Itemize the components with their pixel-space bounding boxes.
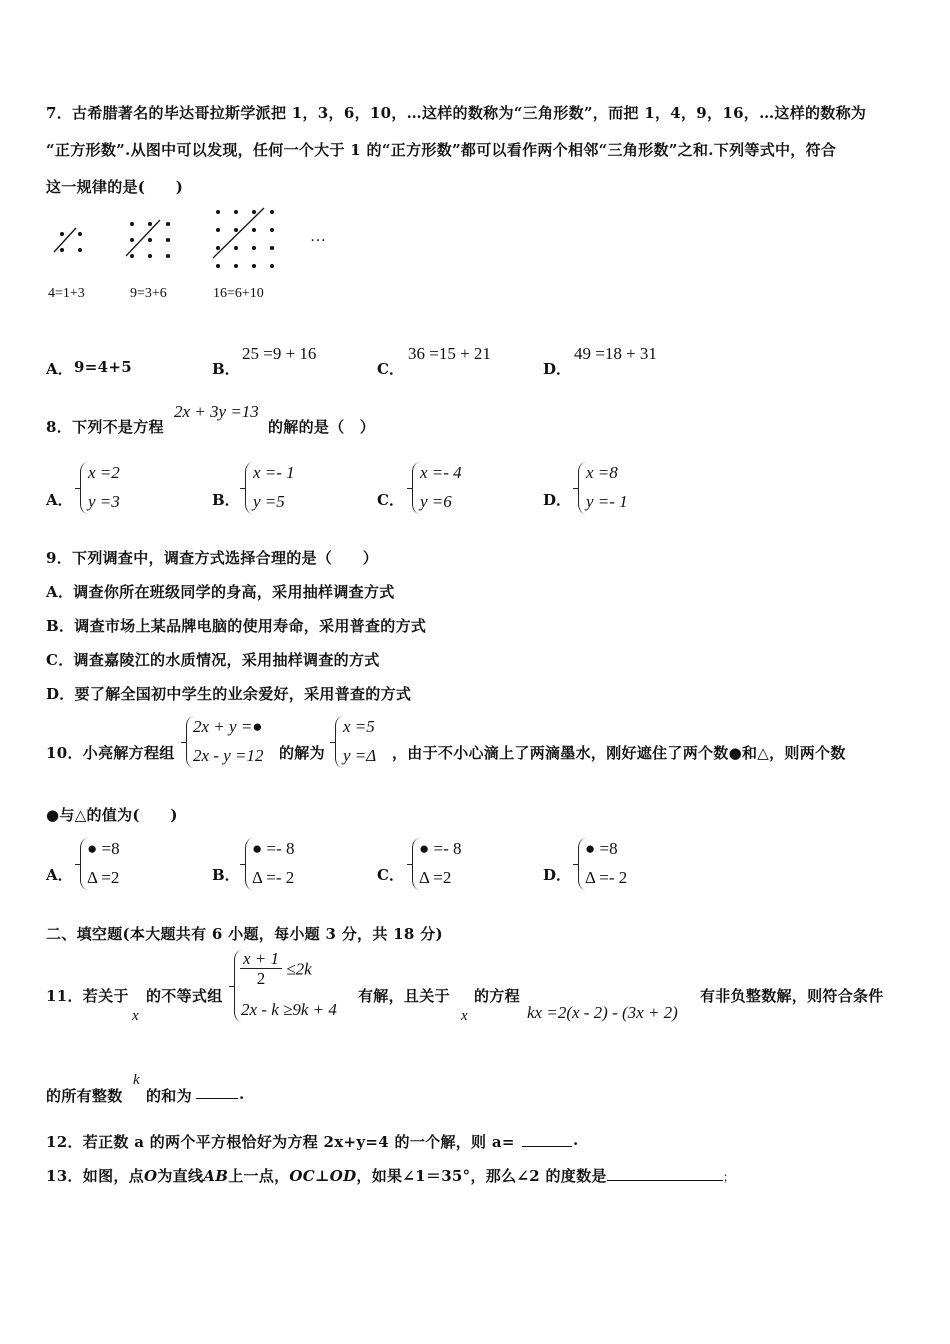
q13-part-a: 13．如图，点 [46,1167,144,1185]
q11-equation: kx =2(x - 2) - (3x + 2) [527,1003,678,1022]
q13-part-b: 为直线 [157,1167,204,1185]
q10-option-a-label[interactable]: A． [46,866,73,884]
q11-text-1: 11．若关于 [46,987,129,1005]
q10-option-b-line1: ● =- 8 [252,839,295,858]
q11-ineq1-tail: ≤2k [286,959,312,979]
q11-var-x-1: x [132,1008,139,1024]
q10-option-d-line2: Δ =- 2 [585,868,628,887]
q10-option-c-line1: ● =- 8 [419,839,462,858]
q10-option-b-line2: Δ =- 2 [252,868,295,887]
q13-part-d: ，如果∠1＝35°，那么∠2 的度数是 [356,1167,607,1185]
q11-frac-den: 2 [256,969,266,988]
q8-equation: 2x + 3y =13 [174,402,259,421]
q11-answer-blank[interactable] [196,1098,238,1099]
q11-var-k: k [133,1072,140,1088]
q10-system-line2: 2x - y =12 [193,746,264,765]
q10-stem-line2: ●与△的值为( ) [46,806,178,824]
q11-line2-b: 的和为 [146,1087,192,1105]
divider-line-16 [213,208,264,258]
q7-option-c-eq: 36 =15 + 21 [408,344,491,363]
q9-option-a[interactable]: A．调查你所在班级同学的身高，采用抽样调查方式 [46,583,395,601]
q10-option-d-label[interactable]: D． [543,866,572,884]
q10-stem-mid: 的解为 [279,744,325,762]
q10-solution-line1: x =5 [343,717,375,736]
q12-stem: 12．若正数 a 的两个平方根恰好为方程 2x+y=4 的一个解，则 a= [46,1133,515,1151]
q9-option-c[interactable]: C．调查嘉陵江的水质情况，采用抽样调查的方式 [46,651,380,669]
q10-option-b-label[interactable]: B． [212,866,240,884]
q7-stem-line3: 这一规律的是( ) [46,178,184,196]
q10-option-a-line2: Δ =2 [87,868,120,887]
q13-end: ； [722,1170,736,1184]
q10-solution-line2: y =Δ [343,746,377,765]
q10-option-c-line2: Δ =2 [419,868,452,887]
q8-option-b-line2: y =5 [253,492,285,511]
q13-line-ab: AB [203,1167,229,1185]
dots-9 [130,222,170,258]
q7-ellipsis: … [310,228,326,245]
q13-perp-symbol: ⊥ [315,1167,330,1185]
q9-stem: 9．下列调查中，调查方式选择合理的是（ ） [46,549,379,567]
q9-option-d[interactable]: D．要了解全国初中学生的业余爱好，采用普查的方式 [46,685,412,703]
q11-line2-end: . [239,1085,245,1103]
q8-option-c-label[interactable]: C． [377,491,404,509]
q10-stem-prefix: 10．小亮解方程组 [46,744,175,762]
q8-option-c-line2: y =6 [420,492,452,511]
q10-system-line1: 2x + y =● [193,717,263,736]
q10-option-c-label[interactable]: C． [377,866,404,884]
q7-option-d-label[interactable]: D． [543,360,572,378]
q8-stem-prefix: 8．下列不是方程 [46,418,164,436]
q13-ray-od: OD [329,1167,357,1185]
q7-option-a-label[interactable]: A． [46,360,73,378]
q13-part-c: 上一点， [228,1167,290,1185]
q11-text-4: 的方程 [474,987,520,1005]
q7-caption-3: 16=6+10 [213,286,264,301]
q8-option-d-label[interactable]: D． [543,491,572,509]
q7-caption-1: 4=1+3 [48,286,85,301]
q11-line2-a: 的所有整数 [46,1087,123,1105]
q12-answer-blank[interactable] [522,1146,572,1147]
q11-frac-num: x + 1 [240,950,282,969]
q7-option-b-eq: 25 =9 + 16 [242,344,317,363]
q8-option-a-label[interactable]: A． [46,491,73,509]
q10-stem-suffix: ，由于不小心滴上了两滴墨水，刚好遮住了两个数●和△，则两个数 [392,744,846,762]
q8-option-b-label[interactable]: B． [212,491,240,509]
q8-option-c-line1: x =- 4 [420,463,462,482]
dots-16 [216,210,274,268]
q13-ray-oc: OC [289,1167,315,1185]
q7-option-c-label[interactable]: C． [377,360,404,378]
q10-option-d-line1: ● =8 [585,839,618,858]
q11-text-5: 有非负整数解，则符合条件 [700,987,884,1005]
q11-text-2: 的不等式组 [146,987,223,1005]
q7-caption-2: 9=3+6 [130,286,167,301]
q10-option-a-line1: ● =8 [87,839,120,858]
q8-stem-suffix: 的解的是（ ） [268,418,376,436]
q13-answer-blank[interactable] [607,1180,723,1181]
q8-option-d-line2: y =- 1 [586,492,628,511]
q7-stem-line1: 7．古希腊著名的毕达哥拉斯学派把 1，3，6，10，…这样的数称为“三角形数”，而把 1，4，9，16，…这样的数称为 [46,104,867,122]
q7-option-a-text: 9=4+5 [74,358,132,376]
section-heading-fill-in: 二、填空题(本大题共有 6 小题，每小题 3 分，共 18 分) [46,925,443,943]
q11-ineq2: 2x - k ≥9k + 4 [241,1000,337,1019]
q11-text-3: 有解，且关于 [358,987,450,1005]
q7-dot-figure [40,200,340,280]
q11-ineq1 [240,950,312,989]
q8-option-a-line2: y =3 [88,492,120,511]
q7-option-b-label[interactable]: B． [212,360,240,378]
q8-option-d-line1: x =8 [586,463,618,482]
q11-var-x-2: x [461,1008,468,1024]
q8-option-b-line1: x =- 1 [253,463,295,482]
q7-option-d-eq: 49 =18 + 31 [574,344,657,363]
divider-line-4 [54,228,76,252]
q13-stem [46,1165,735,1186]
q12-end: . [573,1131,579,1149]
q7-stem-line2: “正方形数”.从图中可以发现，任何一个大于 1 的“正方形数”都可以看作两个相邻“三角形数”之和.下列等式中，符合 [46,141,837,159]
q9-option-b[interactable]: B．调查市场上某品牌电脑的使用寿命，采用普查的方式 [46,617,427,635]
q13-point-o: O [143,1167,158,1185]
q8-option-a-line1: x =2 [88,463,120,482]
